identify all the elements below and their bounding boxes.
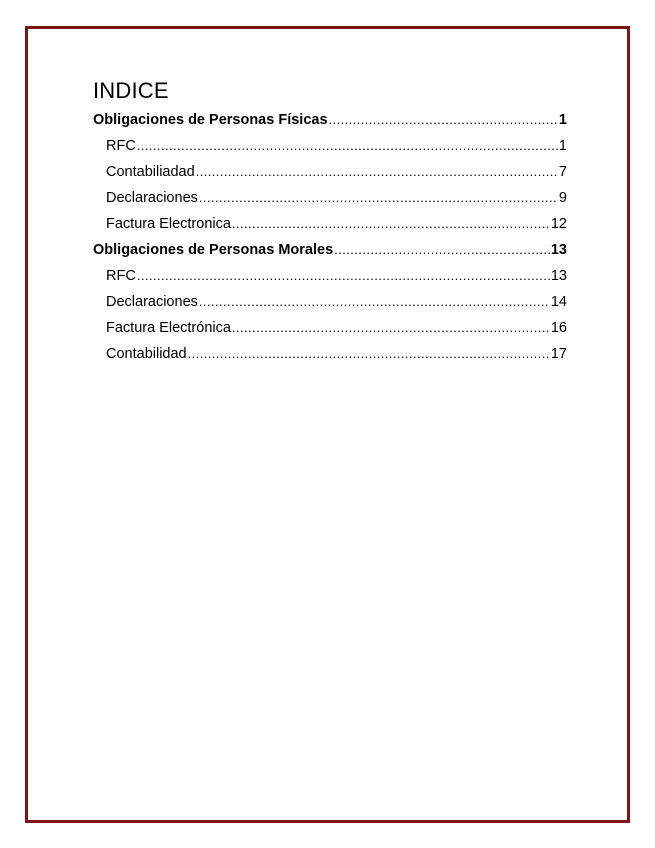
toc-entry-label: Contabiliadad <box>106 164 195 180</box>
toc-entry-declaraciones-fisicas[interactable] <box>93 185 567 211</box>
toc-entry-page-number: 1 <box>558 112 567 128</box>
toc-title: INDICE <box>93 78 169 103</box>
toc-entry-label: Contabilidad <box>106 346 187 362</box>
toc-entry-contabilidad-morales[interactable] <box>93 341 567 367</box>
toc-entry-label: Declaraciones <box>106 294 198 310</box>
toc-entry-label: Factura Electrónica <box>106 320 231 336</box>
toc-entry-label: Declaraciones <box>106 190 198 206</box>
toc-entry-declaraciones-morales[interactable] <box>93 289 567 315</box>
toc-entry-page-number: 7 <box>558 164 567 180</box>
toc-entry-personas-morales[interactable] <box>93 237 567 263</box>
table-of-contents <box>93 79 567 367</box>
dot-leader <box>334 237 550 263</box>
toc-entry-label: RFC <box>106 138 136 154</box>
toc-entry-page-number: 17 <box>550 346 567 362</box>
toc-entry-label: Obligaciones de Personas Morales <box>93 242 334 258</box>
toc-entry-page-number: 1 <box>558 138 567 154</box>
dot-leader <box>329 107 558 133</box>
toc-entry-page-number: 13 <box>550 268 567 284</box>
toc-entry-page-number: 14 <box>550 294 567 310</box>
dot-leader <box>199 289 550 315</box>
toc-entry-factura-morales[interactable] <box>93 315 567 341</box>
toc-entry-page-number: 13 <box>550 242 567 258</box>
toc-entry-contabiliadad[interactable] <box>93 159 567 185</box>
toc-entry-page-number: 16 <box>550 320 567 336</box>
toc-entry-page-number: 9 <box>558 190 567 206</box>
dot-leader <box>196 159 558 185</box>
toc-entry-label: RFC <box>106 268 136 284</box>
dot-leader <box>199 185 558 211</box>
toc-entry-page-number: 12 <box>550 216 567 232</box>
dot-leader <box>232 315 550 341</box>
dot-leader <box>137 263 550 289</box>
page-frame <box>25 26 630 823</box>
toc-entry-factura-fisicas[interactable] <box>93 211 567 237</box>
toc-list <box>93 107 567 367</box>
toc-entry-label: Factura Electronica <box>106 216 231 232</box>
toc-entry-label: Obligaciones de Personas Físicas <box>93 112 328 128</box>
dot-leader <box>188 341 550 367</box>
toc-entry-rfc-morales[interactable] <box>93 263 567 289</box>
dot-leader <box>232 211 550 237</box>
dot-leader <box>137 133 558 159</box>
toc-entry-personas-fisicas[interactable] <box>93 107 567 133</box>
toc-entry-rfc-fisicas[interactable] <box>93 133 567 159</box>
